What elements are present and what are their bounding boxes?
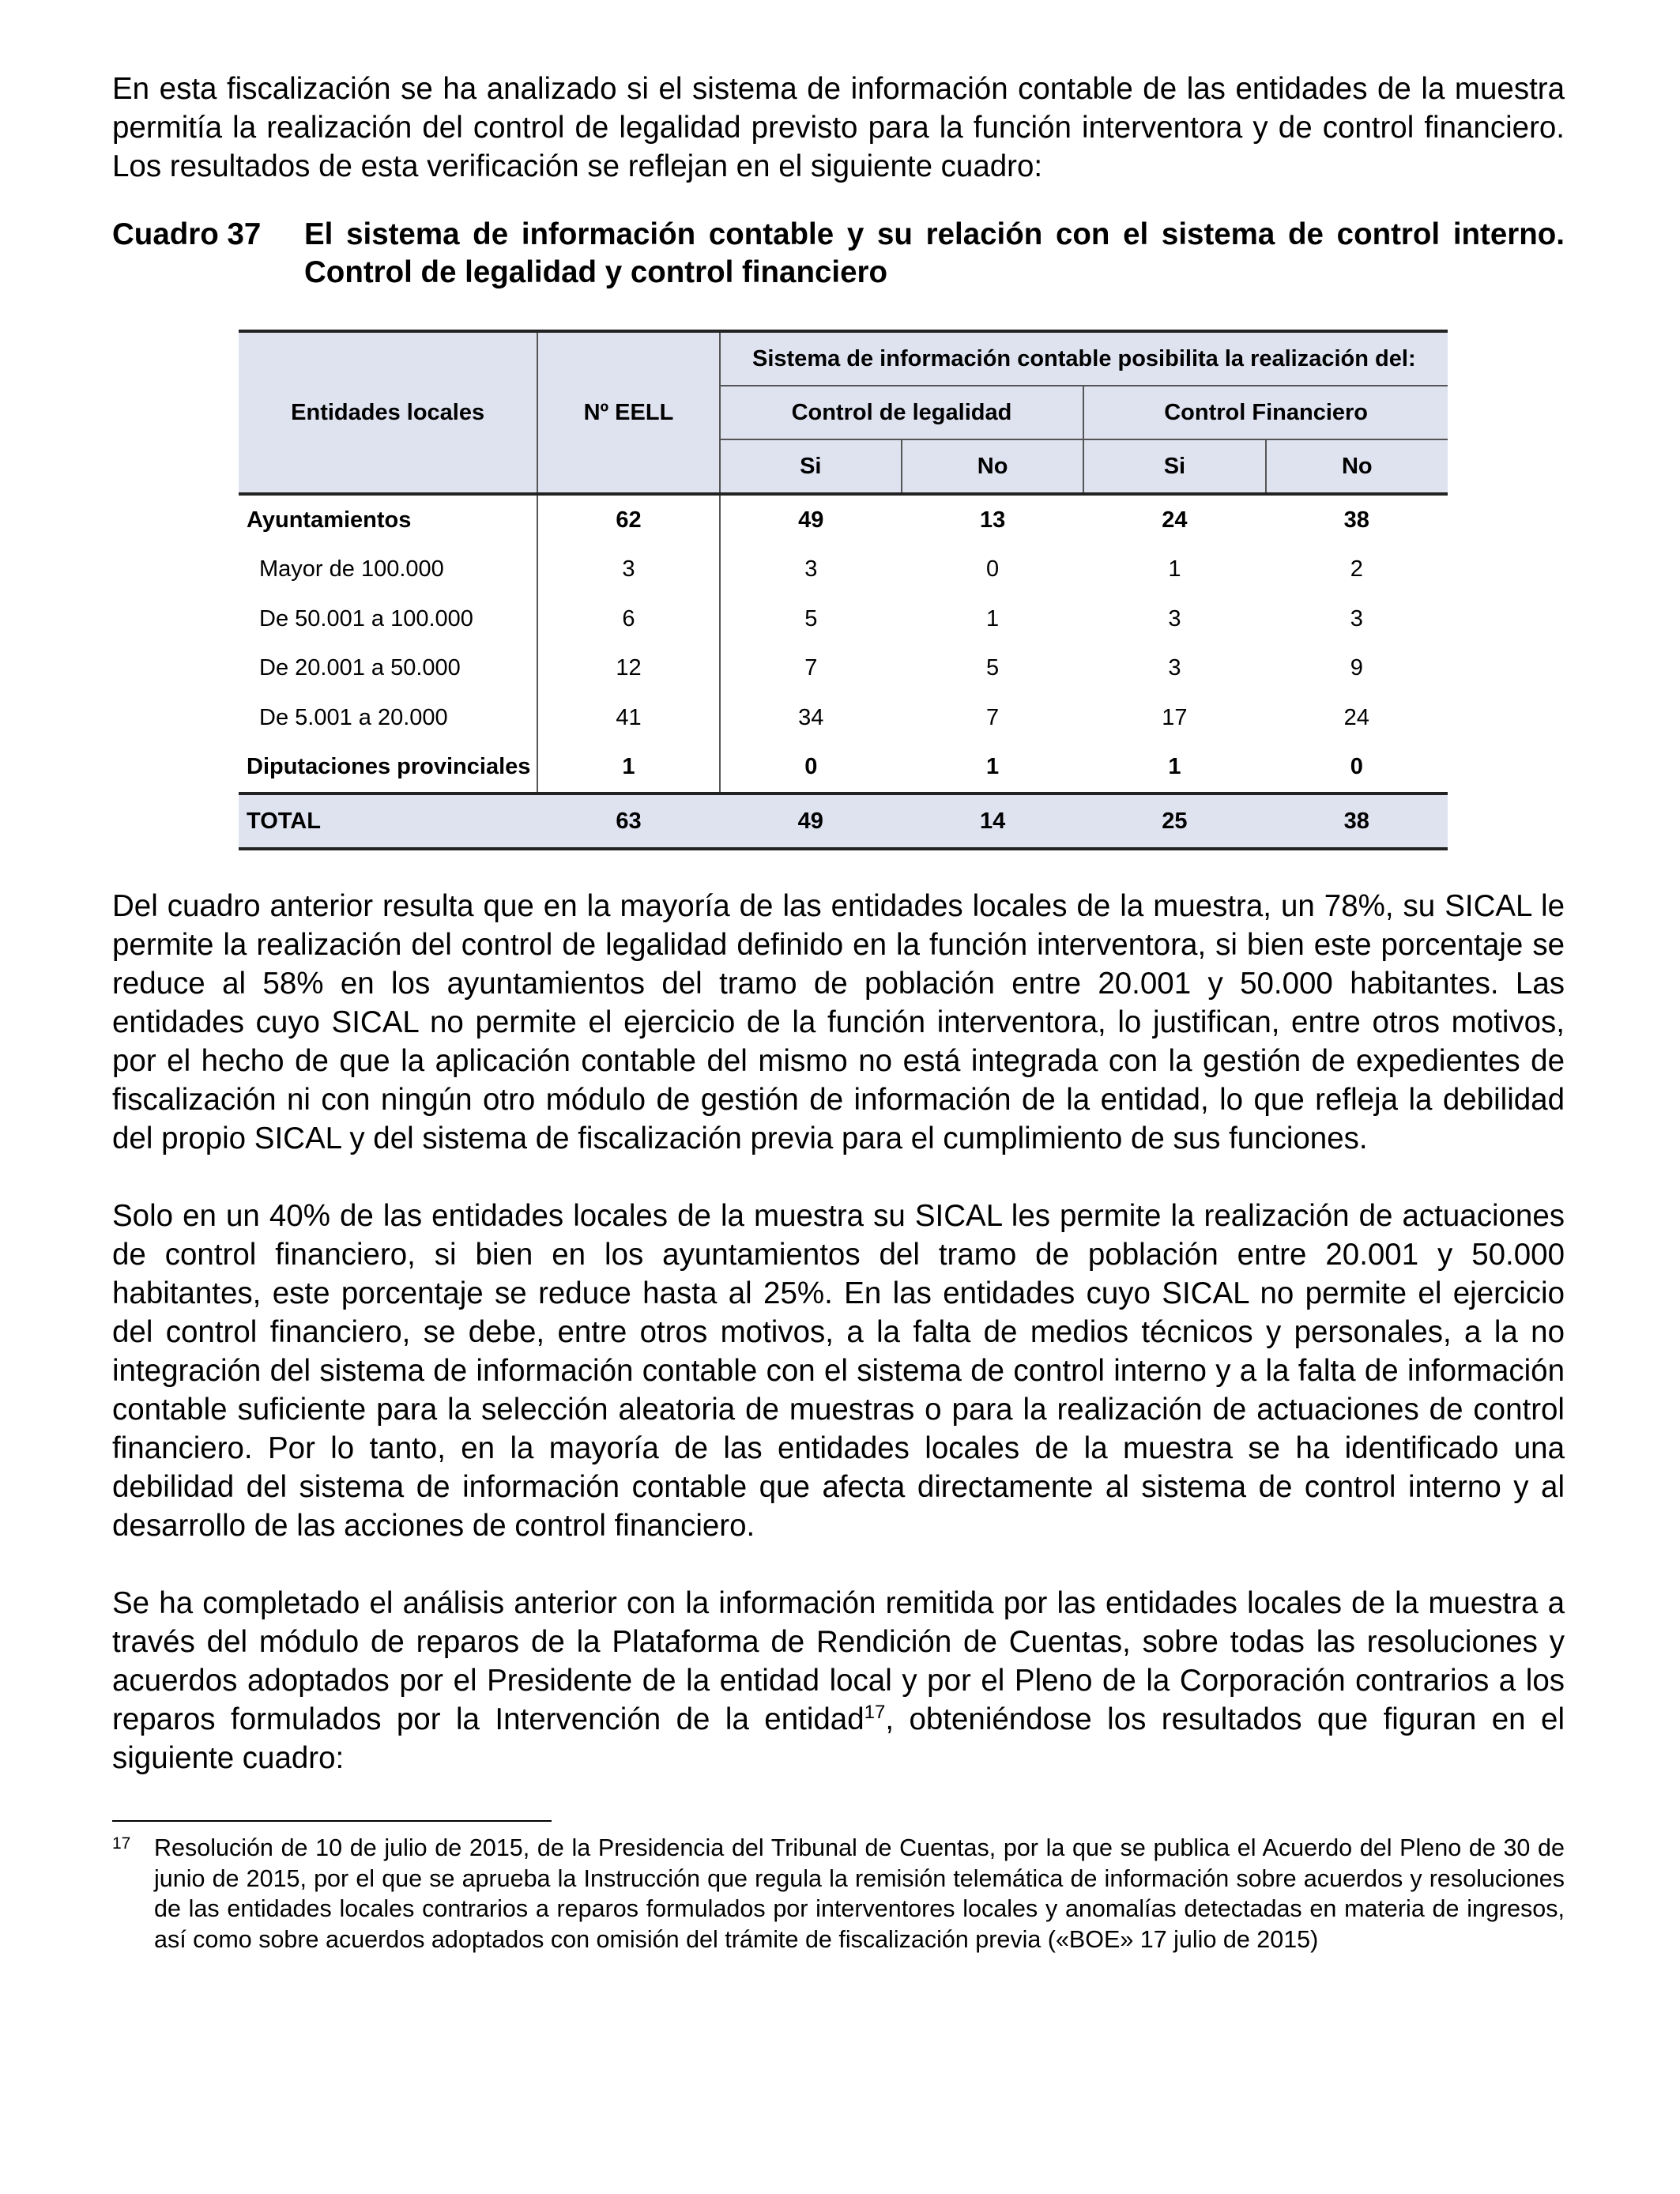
cell-fin-no: 2 [1350, 556, 1363, 582]
cell-fin-si: 1 [1168, 556, 1181, 582]
header-financiero-no: No [1266, 439, 1448, 494]
total-fin-no: 38 [1266, 794, 1448, 849]
cell-fin-si: 3 [1168, 655, 1181, 681]
footnote-text: Resolución de 10 de julio de 2015, de la Presidencia del Tribunal de Cuentas, por la que se publica el Acuerdo del Pleno de 30 de junio de 2015, por el que se aprueba la Instrucción que regula la remisión telemática de información sobre acuerdos y resoluciones de las entidades locales contrarios a reparos formulados por interventores locales y anomalías detectadas en materia de ingresos, así como sobre acuerdos adoptados con omisión del trámite de fiscalización previa («BOE» 17 julio de 2015) [154, 1834, 1565, 1953]
header-financiero-si: Si [1083, 439, 1265, 494]
header-control-financiero: Control Financiero [1083, 386, 1448, 439]
total-leg-si: 49 [720, 794, 902, 849]
table-row [239, 594, 1448, 644]
cell-eell: 62 [537, 494, 719, 545]
table-row [239, 693, 1448, 743]
table-row [239, 494, 1448, 545]
cell-leg-si: 7 [804, 655, 818, 681]
header-eell: Nº EELL [537, 331, 719, 494]
cell-fin-si: 17 [1162, 704, 1188, 730]
cell-leg-no: 1 [986, 754, 1000, 780]
caption-number: Cuadro 37 [112, 217, 262, 251]
total-eell: 63 [537, 794, 719, 849]
cell-leg-si: 49 [798, 507, 824, 533]
cell-leg-no: 5 [986, 655, 1000, 681]
footnote-reference[interactable]: 17 [864, 1702, 886, 1724]
analysis-paragraph-reparos [112, 1584, 1565, 1777]
row-label: Ayuntamientos [239, 494, 537, 545]
cell-leg-no: 1 [986, 605, 1000, 631]
intro-paragraph: En esta fiscalización se ha analizado si el sistema de información contable de las entidades de la muestra permitía la realización del control de legalidad previsto para la función interventora y de control financiero. Los resultados de esta verificación se reflejan en el siguiente cuadro: [112, 72, 1565, 183]
row-label: De 50.001 a 100.000 [239, 594, 537, 644]
footnote-mark: 17 [112, 1834, 131, 1853]
cell-eell: 41 [537, 693, 719, 743]
cuadro-37-table [239, 330, 1448, 850]
table-row [239, 644, 1448, 694]
cell-leg-si: 3 [804, 556, 818, 582]
p4-text-before: Se ha completado el análisis anterior con la información remitida por las entidades locales de la muestra a través del módulo de reparos de la Plataforma de Rendición de Cuentas, sobre todas las resoluciones y acuerdos adoptados por el Presidente de la entidad local y por el Pleno de la Corporación contrarios a los reparos formulados por la Intervención de la entidad [112, 1586, 1565, 1736]
cell-eell: 1 [537, 743, 719, 794]
total-label: TOTAL [239, 794, 537, 849]
table-row [239, 743, 1448, 794]
cell-fin-no: 9 [1350, 655, 1363, 681]
footnote-separator [112, 1820, 552, 1822]
row-label: Diputaciones provinciales [239, 743, 537, 794]
cell-fin-no: 38 [1343, 507, 1369, 533]
p4-text-after: , obteniéndose los resultados que figuran en el siguiente cuadro: [112, 1702, 1565, 1775]
analysis-paragraph-legalidad: Del cuadro anterior resulta que en la mayoría de las entidades locales de la muestra, un 78%, su SICAL le permite la realización del control de legalidad definido en la función interventora, si bien este porcentaje se reduce al 58% en los ayuntamientos del tramo de población entre 20.001 y 50.000 habitantes. Las entidades cuyo SICAL no permite el ejercicio de la función interventora, lo justifican, entre otros motivos, por el hecho de que la aplicación contable del mismo no está integrada con la gestión de expedientes de fiscalización ni con ningún otro módulo de gestión de información de la entidad, lo que refleja la debilidad del propio SICAL y del sistema de fiscalización previa para el cumplimiento de sus funciones. [112, 889, 1565, 1155]
total-row [239, 794, 1448, 849]
cell-eell: 12 [537, 644, 719, 694]
row-label: Mayor de 100.000 [239, 545, 537, 595]
header-legalidad-si: Si [720, 439, 902, 494]
header-legalidad-no: No [902, 439, 1083, 494]
table-row [239, 545, 1448, 595]
cell-fin-no: 0 [1350, 754, 1363, 780]
cell-eell: 6 [537, 594, 719, 644]
cell-fin-no: 3 [1350, 605, 1363, 631]
header-group: Sistema de información contable posibilita la realización del: [720, 331, 1448, 386]
document-page [112, 70, 1565, 1955]
cell-leg-no: 7 [986, 704, 1000, 730]
cell-fin-si: 3 [1168, 605, 1181, 631]
cell-eell: 3 [537, 545, 719, 595]
analysis-paragraph-financiero: Solo en un 40% de las entidades locales de la muestra su SICAL les permite la realización de actuaciones de control financiero, si bien en los ayuntamientos del tramo de población entre 20.001 y 50.000 habitantes, este porcentaje se reduce hasta al 25%. En las entidades cuyo SICAL no permite el ejercicio del control financiero, se debe, entre otros motivos, a la falta de medios técnicos y personales, a la no integración del sistema de información contable con el sistema de control interno y a la falta de información contable suficiente para la selección aleatoria de muestras o para la realización de actuaciones de control financiero. Por lo tanto, en la mayoría de las entidades locales de la muestra se ha identificado una debilidad del sistema de información contable que afecta directamente al sistema de control interno y al desarrollo de las acciones de control financiero. [112, 1199, 1565, 1543]
row-label: De 5.001 a 20.000 [239, 693, 537, 743]
header-control-legalidad: Control de legalidad [720, 386, 1084, 439]
header-entidades: Entidades locales [239, 331, 537, 494]
cell-fin-si: 1 [1168, 754, 1181, 780]
cell-leg-si: 5 [804, 605, 818, 631]
cell-leg-si: 0 [804, 754, 818, 780]
cell-leg-si: 34 [798, 704, 824, 730]
table-caption [112, 216, 1565, 292]
cell-fin-si: 24 [1162, 507, 1188, 533]
cell-fin-no: 24 [1343, 704, 1369, 730]
footnote [112, 1833, 1565, 1955]
total-fin-si: 25 [1083, 794, 1265, 849]
cell-leg-no: 0 [986, 556, 1000, 582]
row-label: De 20.001 a 50.000 [239, 644, 537, 694]
cell-leg-no: 13 [979, 507, 1006, 533]
caption-title: El sistema de información contable y su relación con el sistema de control interno. Control de legalidad y control financiero [304, 217, 1565, 289]
total-leg-no: 14 [902, 794, 1083, 849]
